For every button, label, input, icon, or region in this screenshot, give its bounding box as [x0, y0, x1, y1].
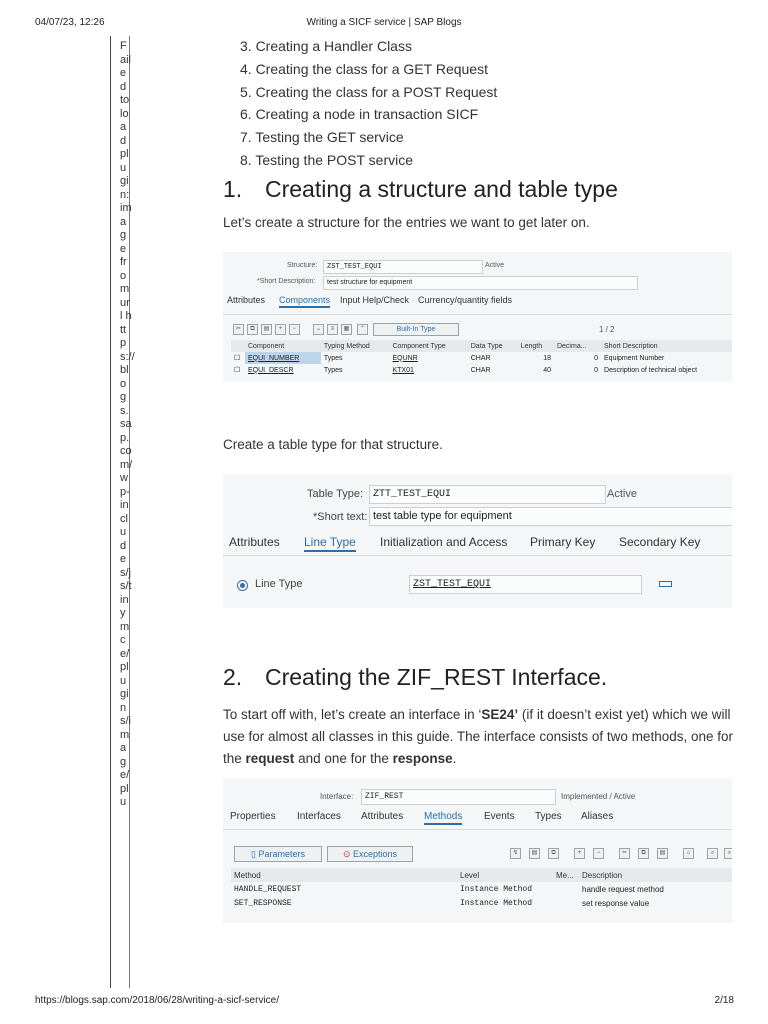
search-icon[interactable]: ⌕	[707, 848, 718, 859]
sort-icon[interactable]: ≡	[327, 324, 338, 335]
column-header: Data Type	[468, 340, 518, 352]
cell-length: 40	[543, 366, 551, 374]
insert-row-icon[interactable]: +	[574, 848, 585, 859]
radio-dot-icon	[240, 583, 245, 588]
column-header: Short Description	[601, 340, 732, 352]
toc-item[interactable]: 8. Testing the POST service	[240, 151, 414, 168]
cell-description: set response value	[582, 898, 650, 908]
table-row[interactable]	[231, 364, 732, 376]
search-next-icon[interactable]: ⌕	[724, 848, 732, 859]
cut-icon[interactable]: ✂	[619, 848, 630, 859]
tab-divider	[223, 314, 732, 315]
row-selector[interactable]: ☐	[234, 367, 241, 374]
table-row[interactable]	[231, 352, 732, 364]
section-number: 1.	[223, 176, 243, 202]
tab-attributes[interactable]: Attributes	[227, 295, 266, 305]
interface-field: ZIF_REST	[361, 789, 556, 805]
section-1-intro: Let’s create a structure for the entries we want to get later on.	[223, 215, 590, 230]
cell-decimals: 0	[594, 354, 599, 362]
cell-decimals: 0	[594, 366, 599, 374]
source-icon[interactable]: ⧉	[548, 848, 559, 859]
print-page-number: 2/18	[714, 995, 734, 1006]
section-1-heading	[223, 176, 618, 203]
column-header: Component	[245, 340, 321, 352]
tab-methods[interactable]: Methods	[424, 811, 463, 822]
structure-tabs	[223, 295, 732, 309]
cell-description: handle request method	[582, 884, 664, 894]
intro-text: and one for the	[294, 751, 393, 766]
builtin-type-button[interactable]: Built-In Type	[373, 323, 459, 336]
cell-description: Description of technical object	[604, 366, 698, 374]
structure-screenshot	[223, 252, 732, 382]
value-help-icon[interactable]	[659, 581, 672, 587]
toc-list	[240, 35, 497, 172]
table-header-row	[231, 868, 732, 882]
section-2-heading	[223, 664, 607, 691]
intro-text: (if it doesn’t exist yet) which we will use for almost all classes in this guide. The interface consists of two methods, one for the	[223, 707, 734, 766]
exceptions-button[interactable]	[327, 846, 413, 862]
print-title: Writing a SICF service | SAP Blogs	[306, 17, 462, 28]
line-type-field[interactable]: ZST_TEST_EQUI	[409, 575, 642, 594]
tab-events[interactable]: Events	[484, 811, 515, 822]
column-header: Decima...	[554, 340, 601, 352]
toc-item[interactable]: 5. Creating the class for a POST Request	[240, 83, 498, 100]
section-title: Creating a structure and table type	[265, 176, 618, 202]
interface-status: Implemented / Active	[561, 792, 636, 801]
tab-divider	[223, 829, 732, 830]
cell-component[interactable]: EQUI_DESCR	[248, 366, 294, 374]
methods-table	[231, 868, 732, 910]
section-number: 2.	[223, 664, 243, 690]
paste-icon[interactable]: ▤	[261, 324, 272, 335]
table-row[interactable]	[231, 896, 732, 910]
interface-tabs	[223, 811, 732, 825]
structure-label: Structure:	[287, 262, 318, 269]
section-2-intro	[223, 704, 733, 770]
cell-datatype: CHAR	[470, 354, 491, 362]
interface-screenshot	[223, 778, 732, 923]
print-datetime: 04/07/23, 12:26	[35, 17, 105, 28]
tab-initialization[interactable]: Initialization and Access	[380, 535, 508, 549]
document-icon: ▯	[251, 849, 259, 859]
cell-level[interactable]: Instance Method	[460, 884, 533, 894]
column-header: Length	[518, 340, 554, 352]
table-type-label: Table Type:	[307, 488, 364, 500]
short-text-field: test table type for equipment	[369, 507, 732, 526]
cell-type[interactable]: EQUNR	[392, 354, 418, 362]
toc-item[interactable]: 3. Creating a Handler Class	[240, 38, 412, 54]
parameters-button-label: Parameters	[258, 849, 305, 859]
print-url: https://blogs.sap.com/2018/06/28/writing-a-sicf-service/	[35, 995, 279, 1006]
tab-secondary-key[interactable]: Secondary Key	[619, 535, 701, 549]
copy-icon[interactable]: ⧉	[247, 324, 258, 335]
collapse-icon[interactable]: ⌃	[357, 324, 368, 335]
delete-row-icon[interactable]: −	[289, 324, 300, 335]
cell-modeled	[553, 896, 579, 910]
table-type-screenshot	[223, 474, 732, 608]
table-type-tabs	[223, 535, 732, 551]
table-pager: 1 / 2	[599, 325, 615, 334]
undo-icon[interactable]: ⌂	[683, 848, 694, 859]
structure-field: ZST_TEST_EQUI	[323, 260, 483, 274]
delete-row-icon[interactable]: −	[593, 848, 604, 859]
paste-icon[interactable]: ▤	[657, 848, 668, 859]
table-type-status: Active	[607, 488, 637, 500]
cell-typing[interactable]: Types	[323, 354, 343, 362]
structure-status: Active	[485, 262, 505, 269]
cut-icon[interactable]: ✂	[233, 324, 244, 335]
insert-row-icon[interactable]: +	[275, 324, 286, 335]
intro-bold-tcode: SE24’	[481, 707, 519, 722]
navigate-icon[interactable]: ↯	[510, 848, 521, 859]
tab-properties[interactable]: Properties	[230, 811, 276, 822]
broken-image-text: Failed to load plugin: image from url https://blogs.sap.com/wp-includes/js/tinymce/plugins/image/plu	[120, 40, 135, 808]
line-type-radio-label: Line Type	[255, 578, 303, 590]
cell-type[interactable]: KTX01	[392, 366, 414, 374]
select-col	[231, 340, 245, 352]
cell-method[interactable]: HANDLE_REQUEST	[234, 884, 302, 894]
parameters-button[interactable]	[234, 846, 322, 862]
column-header: Description	[579, 868, 732, 882]
cell-datatype: CHAR	[470, 366, 491, 374]
table-header-row	[231, 340, 732, 352]
cell-typing[interactable]: Types	[323, 366, 343, 374]
expand-icon[interactable]: ⌄	[313, 324, 324, 335]
cell-length: 18	[543, 354, 551, 362]
toc-item[interactable]: 7. Testing the GET service	[240, 129, 404, 146]
section-title: Creating the ZIF_REST Interface.	[265, 664, 608, 690]
cell-component[interactable]: EQUI_NUMBER	[245, 352, 321, 364]
cell-modeled	[553, 882, 579, 896]
short-text-label: *Short text:	[313, 511, 368, 523]
components-table	[231, 340, 732, 376]
tab-aliases[interactable]: Aliases	[581, 811, 614, 822]
short-description-field: test structure for equipment	[323, 276, 638, 290]
row-selector[interactable]: ☐	[234, 355, 241, 362]
column-header: Level	[457, 868, 553, 882]
column-header: Component Type	[389, 340, 467, 352]
cell-method[interactable]: SET_RESPONSE	[234, 898, 292, 908]
column-header: Method	[231, 868, 457, 882]
tab-attributes[interactable]: Attributes	[361, 811, 404, 822]
cell-level[interactable]: Instance Method	[460, 898, 533, 908]
intro-text: .	[452, 751, 457, 766]
toc-item[interactable]: 4. Creating the class for a GET Request	[240, 60, 488, 77]
intro-bold-request: request	[245, 751, 295, 766]
detail-icon[interactable]: ▤	[529, 848, 540, 859]
column-header: Typing Method	[321, 340, 390, 352]
tab-components[interactable]: Components	[279, 295, 331, 305]
tab-divider	[223, 555, 732, 556]
tab-interfaces[interactable]: Interfaces	[297, 811, 341, 822]
tab-line-type[interactable]: Line Type	[304, 535, 356, 549]
cell-description: Equipment Number	[604, 354, 665, 362]
interface-label: Interface:	[320, 792, 354, 801]
filter-icon[interactable]: ▦	[341, 324, 352, 335]
column-header: Me...	[553, 868, 579, 882]
tab-input-help[interactable]: Input Help/Check	[340, 295, 410, 305]
warning-icon: ⊙	[342, 849, 353, 859]
exceptions-button-label: Exceptions	[353, 849, 398, 859]
line-type-radio[interactable]	[237, 580, 248, 591]
tab-primary-key[interactable]: Primary Key	[530, 535, 596, 549]
copy-icon[interactable]: ⧉	[638, 848, 649, 859]
table-row[interactable]	[231, 882, 732, 896]
table-type-field: ZTT_TEST_EQUI	[369, 485, 606, 504]
short-description-label: *Short Description:	[257, 278, 316, 285]
tab-types[interactable]: Types	[535, 811, 562, 822]
tab-attributes[interactable]: Attributes	[229, 535, 280, 549]
toc-item[interactable]: 6. Creating a node in transaction SICF	[240, 106, 479, 123]
tab-currency-fields[interactable]: Currency/quantity fields	[418, 295, 513, 305]
intro-text: To start off with, let’s create an interface in ‘	[223, 707, 482, 722]
table-type-intro: Create a table type for that structure.	[223, 437, 443, 452]
intro-bold-response: response	[392, 751, 453, 766]
